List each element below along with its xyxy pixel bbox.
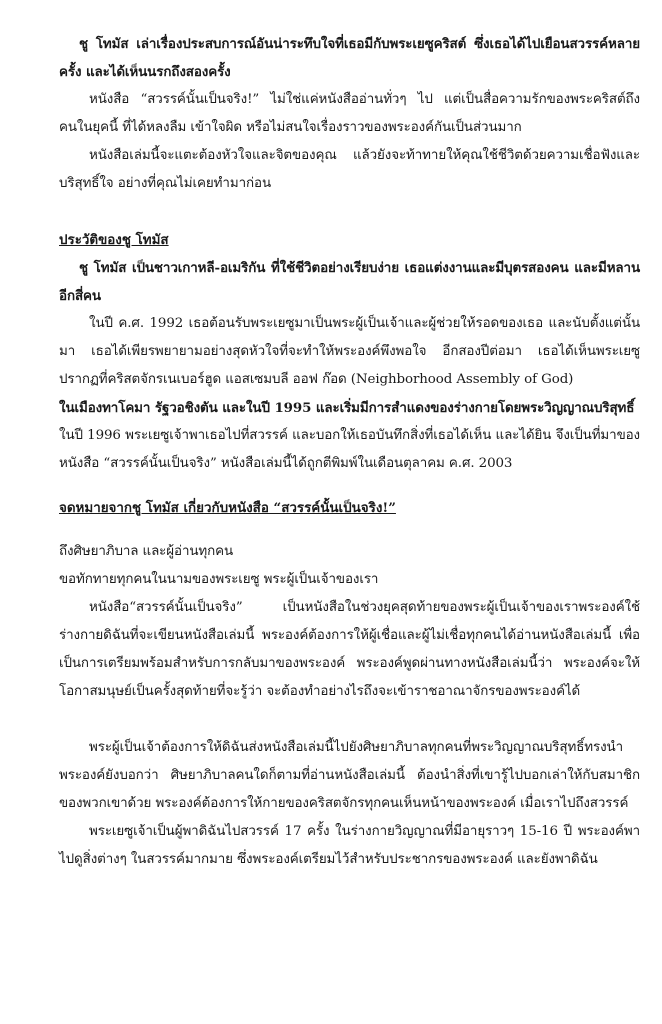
paragraph-spacer [59, 706, 640, 734]
biography-lead: ชู โทมัส เป็นชาวเกาหลี-อเมริกัน ที่ใช้ชีวิตอย่างเรียบง่าย เธอแต่งงานและมีบุตรสองคน และมีหลานอีกสี่คน [59, 260, 640, 304]
section-spacer [59, 478, 640, 494]
letter-greeting: ขอทักทายทุกคนในนามของพระเยซู พระผู้เป็นเจ้าของเรา [59, 572, 379, 587]
biography-heading: ประวัติของชู โทมัส [59, 232, 169, 248]
biography-bold-line: ในเมืองทาโคมา รัฐวอชิงตัน และในปี 1995 และเริ่มมีการสำแดงของร่างกายโดยพระวิญญาณบริสุทธิ์ [59, 400, 635, 416]
letter-paragraph: พระผู้เป็นเจ้าต้องการให้ดิฉันส่งหนังสือเล่มนี้ไปยังศิษยาภิบาลทุกคนที่พระวิญญาณบริสุทธิ์ทรงนำ พระองค์ยังบอกว่า ศิษยาภิบาลคนใดก็ตามที่อ่านหนังสือเล่มนี้ ต้องนำสิ่งที่เขารู้ไปบอกเล่าให้กับสมาชิกของพวกเขาด้วย พระองค์ต้องการให้กายของคริสตจักรทุกคนเห็นหน้าของพระองค์ เมื่อเราไปถึงสวรรค์ [59, 740, 640, 811]
biography-paragraph-tail: ในปี 1996 พระเยซูเจ้าพาเธอไปที่สวรรค์ และบอกให้เธอบันทึกสิ่งที่เธอได้เห็น และได้ยิน จึงเป็นที่มาของหนังสือ “สวรรค์นั้นเป็นจริง” หนังสือเล่มนี้ได้ถูกตีพิมพ์ในเดือนตุลาคม ค.ศ. 2003 [59, 428, 640, 471]
letter-paragraph: พระเยซูเจ้าเป็นผู้พาดิฉันไปสวรรค์ 17 ครั้ง ในร่างกายวิญญาณที่มีอายุราวๆ 15-16 ปี พระองค์พาไปดูสิ่งต่างๆ ในสวรรค์มากมาย ซึ่งพระองค์เตรียมไว้สำหรับประชากรของพระองค์ และยังพาดิฉัน [59, 824, 640, 867]
section-spacer [59, 522, 640, 538]
intro-paragraph: หนังสือ “สวรรค์นั้นเป็นจริง!” ไม่ใช่แค่หนังสืออ่านทั่วๆ ไป แต่เป็นสื่อความรักของพระคริสต์ถึงคนในยุคนี้ ที่ได้หลงลืม เข้าใจผิด หรือไม่สนใจเรื่องราวของพระองค์กันเป็นส่วนมาก [59, 92, 640, 135]
intro-lead: ชู โทมัส เล่าเรื่องประสบการณ์อันน่าระทึบใจที่เธอมีกับพระเยซูคริสต์ ซึ่งเธอได้ไปเยือนสวรรค์หลายครั้ง และได้เห็นนรกถึงสองครั้ง [59, 36, 640, 80]
intro-paragraph: หนังสือเล่มนี้จะแตะต้องหัวใจและจิตของคุณ แล้วยังจะท้าทายให้คุณใช้ชีวิตด้วยความเชื่อฟังและบริสุทธิ์ใจ อย่างที่คุณไม่เคยทำมาก่อน [59, 148, 640, 191]
letter-salutation: ถึงศิษยาภิบาล และผู้อ่านทุกคน [59, 544, 234, 559]
biography-paragraph: ในปี ค.ศ. 1992 เธอต้อนรับพระเยซูมาเป็นพระผู้เป็นเจ้าและผู้ช่วยให้รอดของเธอ และนับตั้งแต่นั้นมา เธอได้เพียรพยายามอย่างสุดหัวใจที่จะทำให้พระองค์พึงพอใจ อีกสองปีต่อมา เธอได้เห็นพระเยซูปรากฏที่คริสตจักรเนเบอร์ฮูด แอสเซมบลี ออฟ ก๊อด (Neighborhood Assembly of God) [59, 316, 640, 387]
section-spacer [59, 198, 640, 226]
letter-heading: จดหมายจากชู โทมัส เกี่ยวกับหนังสือ “สวรรค์นั้นเป็นจริง!” [59, 500, 396, 516]
letter-paragraph: หนังสือ“สวรรค์นั้นเป็นจริง” เป็นหนังสือในช่วงยุคสุดท้ายของพระผู้เป็นเจ้าของเราพระองค์ใช้ร่างกายดิฉันที่จะเขียนหนังสือเล่มนี้ พระองค์ต้องการให้ผู้เชื่อและผู้ไม่เชื่อทุกคนได้อ่านหนังสือเล่มนี้ เพื่อเป็นการเตรียมพร้อมสำหรับการกลับมาของพระองค์ พระองค์พูดผ่านทางหนังสือเล่มนี้ว่า พระองค์จะให้โอกาสมนุษย์เป็นครั้งสุดท้ายที่จะรู้ว่า จะต้องทำอย่างไรถึงจะเข้าราชอาณาจักรของพระองค์ได้ [59, 600, 640, 699]
